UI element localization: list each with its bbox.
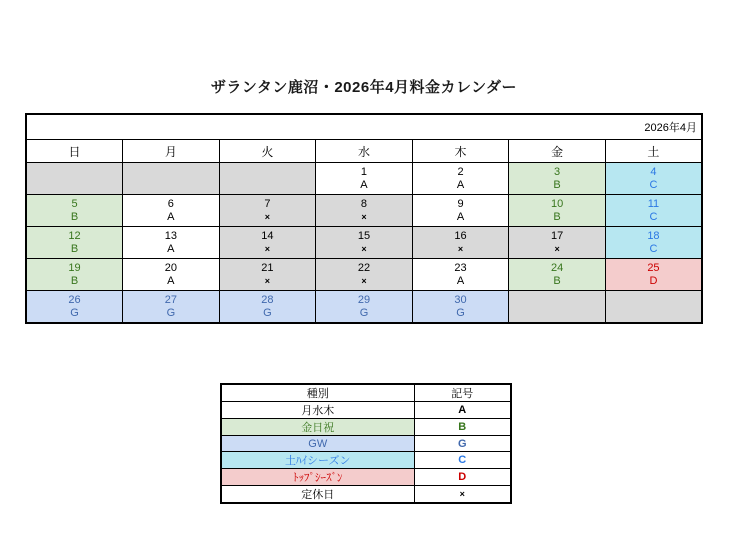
day-number: 19 [68,262,81,274]
day-number: 17 [550,230,564,242]
calendar-day-cell [26,195,123,227]
legend-type-label: 月水木 [221,402,414,419]
rate-code: C [649,179,658,191]
legend-row [221,452,511,469]
rate-code: B [553,179,561,191]
calendar-day-cell [26,291,123,324]
day-number: 12 [68,230,81,242]
rate-code: G [359,307,369,319]
calendar-day-cell [605,227,702,259]
weekday-cell: 日 [26,140,123,163]
calendar-day-cell [509,163,606,195]
calendar-day-cell [26,163,123,195]
weekday-cell: 水 [316,140,413,163]
rate-code: G [166,307,176,319]
weekday-cell: 金 [509,140,606,163]
calendar-day-cell [219,163,316,195]
calendar-day-cell [412,259,509,291]
calendar-day-cell [509,227,606,259]
rate-code: A [456,211,465,223]
calendar-day-cell [605,163,702,195]
legend-row [221,469,511,486]
calendar-day-cell [509,195,606,227]
legend-symbol: B [414,419,511,436]
calendar-day-cell [26,259,123,291]
rate-code: G [263,307,272,319]
day-number: 26 [68,294,81,306]
calendar-day-cell [219,227,316,259]
calendar-day-cell [412,291,509,324]
calendar-day-cell [219,291,316,324]
calendar-day-cell [412,227,509,259]
month-label: 2026年4月 [26,114,702,140]
day-number: 10 [550,198,564,210]
page-title: ザランタン鹿沼・2026年4月料金カレンダー [210,79,518,96]
calendar-day-cell [412,195,509,227]
legend-header-type: 種別 [221,384,414,402]
rate-code: × [264,276,271,286]
rate-code: × [264,244,271,254]
day-number: 29 [357,294,371,306]
day-number: 13 [164,230,177,242]
rate-code: B [70,275,79,287]
rate-code: B [553,211,561,223]
legend-type-label: ﾄｯﾌﾟｼｰｽﾞﾝ [221,469,414,486]
calendar-week-row [26,195,702,227]
calendar-week-row [26,163,702,195]
day-number: 27 [164,294,177,306]
day-number: 8 [360,198,368,210]
rate-code: A [167,211,175,223]
day-number: 11 [647,198,660,210]
day-number: 6 [167,198,174,210]
calendar-week-row [26,227,702,259]
rate-code: × [361,212,367,222]
legend-row [221,402,511,419]
weekday-cell: 木 [412,140,509,163]
calendar-day-cell [316,291,413,324]
legend-type-label: GW [221,436,414,452]
day-number: 5 [71,198,78,210]
weekday-cell: 月 [123,140,220,163]
legend-body [221,402,511,504]
rate-code: G [456,307,465,319]
legend-type-label: 土ﾊｲシーズン [221,452,414,469]
day-number: 1 [360,166,368,178]
legend-type-label: 金日祝 [221,419,414,436]
day-number: 14 [261,230,274,242]
calendar-day-cell [219,195,316,227]
calendar-day-cell [605,291,702,324]
rate-code: B [70,211,79,223]
day-number: 16 [454,230,467,242]
weekday-cell: 土 [605,140,702,163]
calendar-day-cell [316,227,413,259]
day-number: 21 [261,262,274,274]
legend-symbol: C [414,452,511,469]
day-number: 22 [357,262,371,274]
day-number: 2 [457,166,464,178]
calendar-day-cell [316,259,413,291]
day-number: 9 [457,198,464,210]
rate-code: A [167,243,175,255]
rate-code: C [649,243,658,255]
day-number: 18 [647,230,660,242]
calendar-day-cell [123,227,220,259]
calendar-day-cell [26,227,123,259]
rate-code: B [70,243,79,255]
rate-calendar-table [25,113,703,324]
legend-row [221,486,511,504]
rate-code: B [553,275,561,287]
calendar-week-row [26,259,702,291]
day-number: 24 [550,262,564,274]
calendar-day-cell [509,291,606,324]
calendar-day-cell [509,259,606,291]
rate-code: A [360,179,368,191]
calendar-day-cell [123,291,220,324]
legend-symbol: G [414,436,511,452]
day-number: 23 [454,262,467,274]
calendar-day-cell [219,259,316,291]
calendar-day-cell [605,195,702,227]
legend-header-symbol: 記号 [414,384,511,402]
rate-code: × [361,244,367,254]
calendar-day-cell [316,163,413,195]
month-row [26,114,702,140]
calendar-day-cell [123,163,220,195]
rate-code: × [361,276,367,286]
day-number: 30 [454,294,467,306]
weekday-header-row [26,140,702,163]
rate-code: × [457,244,464,254]
rate-code: D [649,275,658,287]
legend-table [220,383,512,504]
day-number: 7 [264,198,271,210]
rate-code: A [167,275,175,287]
calendar-day-cell [316,195,413,227]
day-number: 15 [357,230,371,242]
day-number: 3 [554,166,561,178]
rate-code: A [456,275,465,287]
rate-code: × [554,244,560,254]
day-number: 25 [647,262,660,274]
weekday-cell: 火 [219,140,316,163]
calendar-body [26,163,702,324]
rate-code: G [70,307,79,319]
legend-row [221,419,511,436]
legend-symbol: × [414,486,511,504]
calendar-day-cell [412,163,509,195]
day-number: 20 [164,262,177,274]
legend-type-label: 定休日 [221,486,414,504]
calendar-week-row [26,291,702,324]
day-number: 28 [261,294,274,306]
calendar-day-cell [123,259,220,291]
legend-header-row [221,384,511,402]
legend-symbol: D [414,469,511,486]
day-number: 4 [650,166,657,178]
rate-code: C [649,211,658,223]
rate-code: × [264,212,271,222]
calendar-day-cell [123,195,220,227]
legend-row [221,436,511,452]
calendar-day-cell [605,259,702,291]
legend-symbol: A [414,402,511,419]
rate-code: A [456,179,465,191]
